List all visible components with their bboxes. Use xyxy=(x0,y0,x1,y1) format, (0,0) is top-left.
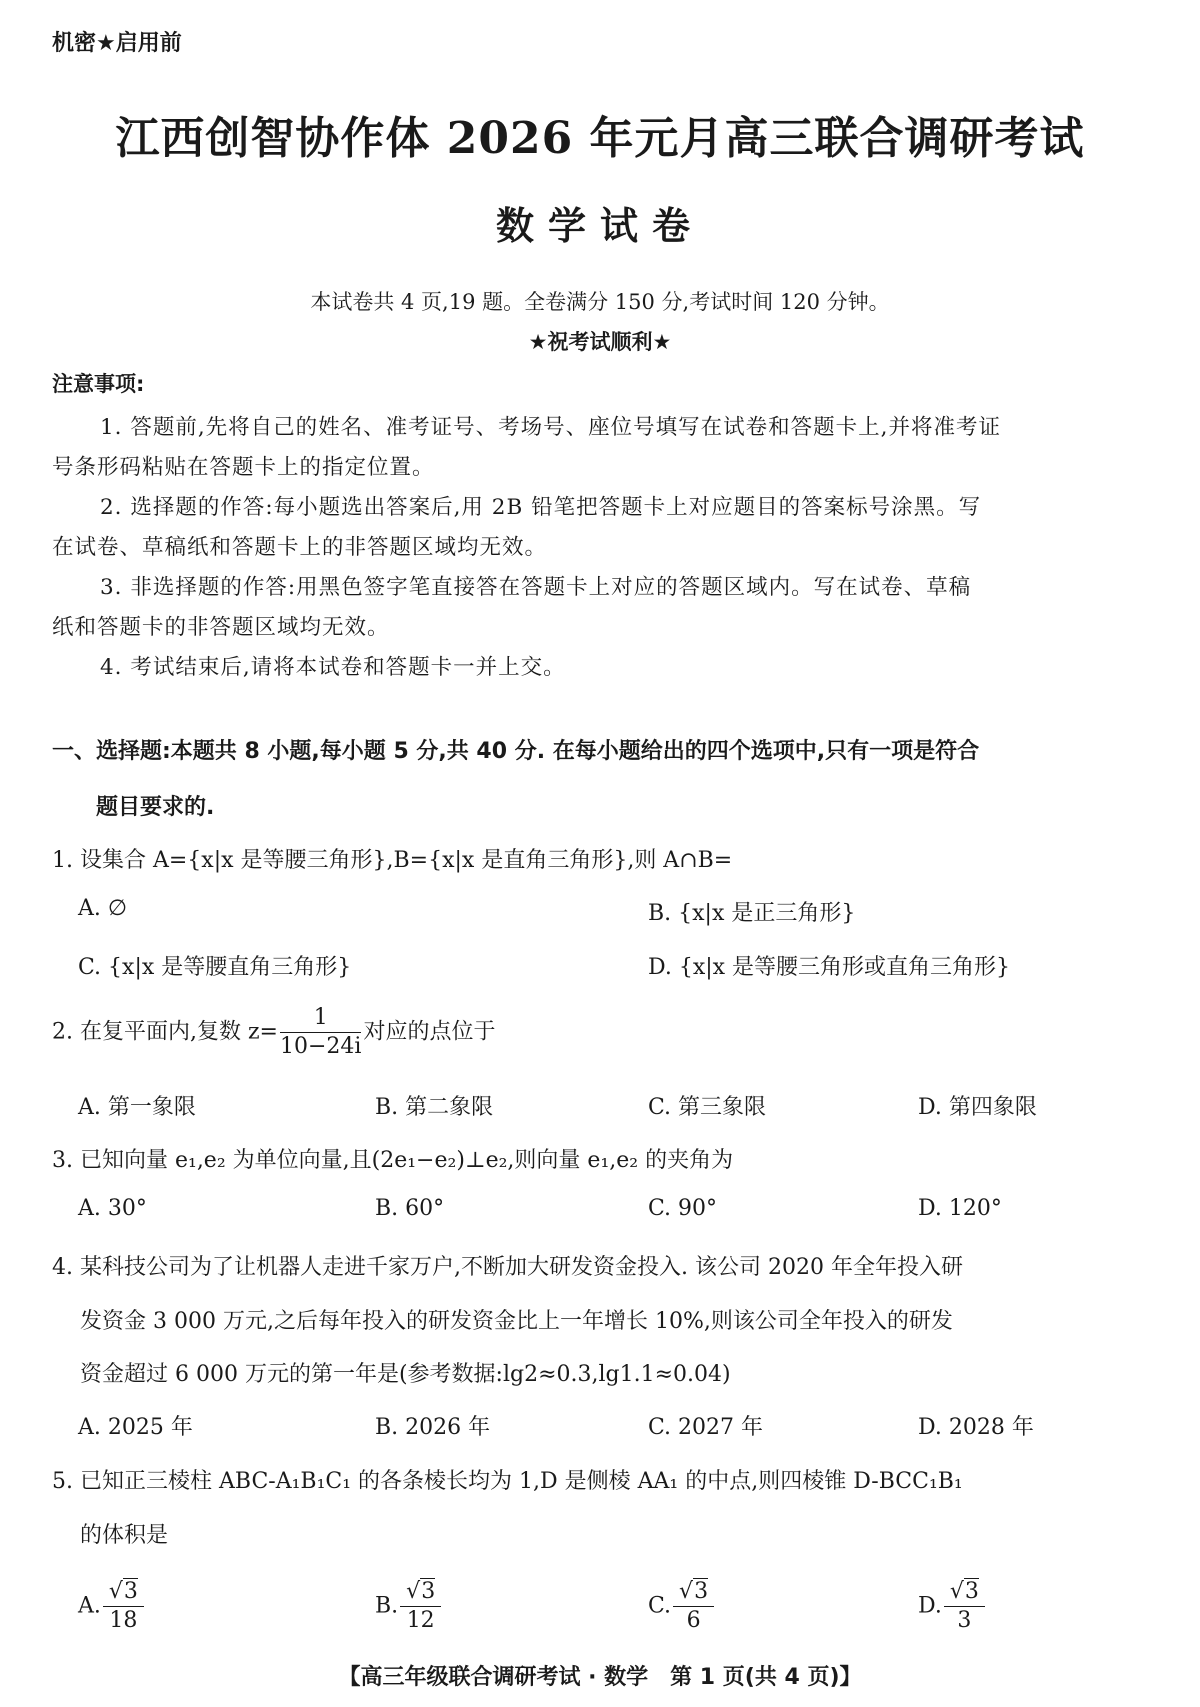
question-2-option-d: D. 第四象限 xyxy=(918,1095,1037,1120)
question-2-option-b: B. 第二象限 xyxy=(375,1095,494,1120)
notice-item-3-line-2: 纸和答题卡的非答题区域均无效。 xyxy=(52,615,390,640)
confidential-label: 机密★启用前 xyxy=(52,31,182,56)
question-2-stem xyxy=(52,1006,495,1059)
question-1-option-d: D. {x|x 是等腰三角形或直角三角形} xyxy=(648,955,1011,980)
question-4-stem-line-2: 发资金 3 000 万元,之后每年投入的研发资金比上一年增长 10%,则该公司全年投入的研发 xyxy=(80,1309,953,1334)
question-5-option-c-denominator: 6 xyxy=(686,1608,701,1634)
question-5-option-b xyxy=(375,1580,443,1633)
question-3-option-b: B. 60° xyxy=(375,1196,445,1221)
question-1-option-b: B. {x|x 是正三角形} xyxy=(648,901,856,926)
question-4-stem-line-3: 资金超过 6 000 万元的第一年是(参考数据:lg2≈0.3,lg1.1≈0.04) xyxy=(80,1362,731,1387)
question-5-option-a-fraction xyxy=(103,1580,144,1633)
section-1-heading-line-2: 题目要求的. xyxy=(96,795,215,820)
notice-item-2-line-2: 在试卷、草稿纸和答题卡上的非答题区域均无效。 xyxy=(52,535,548,560)
question-2-fraction xyxy=(280,1006,361,1059)
question-5-option-b-denominator: 12 xyxy=(406,1608,435,1634)
exam-title: 江西创智协作体 2026 年元月高三联合调研考试 xyxy=(115,113,1085,164)
question-4-option-c: C. 2027 年 xyxy=(648,1415,764,1440)
question-4-stem-line-1: 4. 某科技公司为了让机器人走进千家万户,不断加大研发资金投入. 该公司 2020 年全年投入研 xyxy=(52,1255,963,1280)
question-1-option-c: C. {x|x 是等腰直角三角形} xyxy=(78,955,352,980)
question-2-stem-prefix: 2. 在复平面内,复数 z= xyxy=(52,1019,278,1045)
question-5-option-d-label: D. xyxy=(918,1593,942,1619)
question-2-numerator: 1 xyxy=(280,1006,361,1033)
question-5-option-b-fraction xyxy=(400,1580,441,1633)
question-5-option-a-numerator: √3 xyxy=(103,1580,144,1607)
paper-subtitle: 数学试卷 xyxy=(495,204,704,248)
notice-item-2-line-1: 2. 选择题的作答:每小题选出答案后,用 2B 铅笔把答题卡上对应题目的答案标号涂黑。写 xyxy=(100,495,982,520)
question-5-option-d-fraction xyxy=(944,1580,985,1633)
question-5-option-a-label: A. xyxy=(78,1593,101,1619)
question-5-stem-line-2: 的体积是 xyxy=(80,1523,169,1548)
question-1-option-a: A. ∅ xyxy=(78,896,128,921)
question-5-option-d-numerator: √3 xyxy=(944,1580,985,1607)
question-5-option-c xyxy=(648,1580,716,1633)
question-3-option-d: D. 120° xyxy=(918,1196,1002,1221)
notice-item-1-line-2: 号条形码粘贴在答题卡上的指定位置。 xyxy=(52,455,435,480)
question-5-option-b-numerator: √3 xyxy=(400,1580,441,1607)
question-4-option-b: B. 2026 年 xyxy=(375,1415,491,1440)
notice-item-1-line-1: 1. 答题前,先将自己的姓名、准考证号、考场号、座位号填写在试卷和答题卡上,并将准考证 xyxy=(100,415,1002,440)
question-5-option-c-label: C. xyxy=(648,1593,672,1619)
question-3-option-c: C. 90° xyxy=(648,1196,718,1221)
question-5-option-b-label: B. xyxy=(375,1593,399,1619)
question-5-option-c-fraction xyxy=(673,1580,714,1633)
notice-heading: 注意事项: xyxy=(52,372,145,396)
question-2-stem-suffix: 对应的点位于 xyxy=(363,1019,496,1045)
question-4-option-d: D. 2028 年 xyxy=(918,1415,1034,1440)
question-4-option-a: A. 2025 年 xyxy=(78,1415,193,1440)
question-5-option-a-denominator: 18 xyxy=(109,1608,138,1634)
question-2-option-a: A. 第一象限 xyxy=(78,1095,196,1120)
question-5-stem-line-1: 5. 已知正三棱柱 ABC-A₁B₁C₁ 的各条棱长均为 1,D 是侧棱 AA₁ 的中点,则四棱锥 D-BCC₁B₁ xyxy=(52,1469,963,1494)
exam-info: 本试卷共 4 页,19 题。全卷满分 150 分,考试时间 120 分钟。 xyxy=(310,290,890,314)
question-3-option-a: A. 30° xyxy=(78,1196,147,1221)
section-1-heading-line-1: 一、选择题:本题共 8 小题,每小题 5 分,共 40 分. 在每小题给出的四个选项中,只有一项是符合 xyxy=(52,739,980,764)
question-2-option-c: C. 第三象限 xyxy=(648,1095,767,1120)
question-5-option-d xyxy=(918,1580,987,1633)
notice-item-3-line-1: 3. 非选择题的作答:用黑色签字笔直接答在答题卡上对应的答题区域内。写在试卷、草稿 xyxy=(100,575,972,600)
question-5-option-a xyxy=(78,1580,146,1633)
question-1-stem: 1. 设集合 A={x|x 是等腰三角形},B={x|x 是直角三角形},则 A∩B= xyxy=(52,848,733,873)
question-5-option-c-numerator: √3 xyxy=(673,1580,714,1607)
question-3-stem: 3. 已知向量 e₁,e₂ 为单位向量,且(2e₁−e₂)⊥e₂,则向量 e₁,e₂ 的夹角为 xyxy=(52,1148,734,1173)
good-luck-line: ★祝考试顺利★ xyxy=(528,330,672,354)
notice-item-4-line-1: 4. 考试结束后,请将本试卷和答题卡一并上交。 xyxy=(100,655,566,680)
question-2-denominator: 10−24i xyxy=(280,1034,362,1060)
question-5-option-d-denominator: 3 xyxy=(957,1608,972,1634)
page-footer: 【高三年级联合调研考试 · 数学 第 1 页(共 4 页)】 xyxy=(338,1665,862,1690)
